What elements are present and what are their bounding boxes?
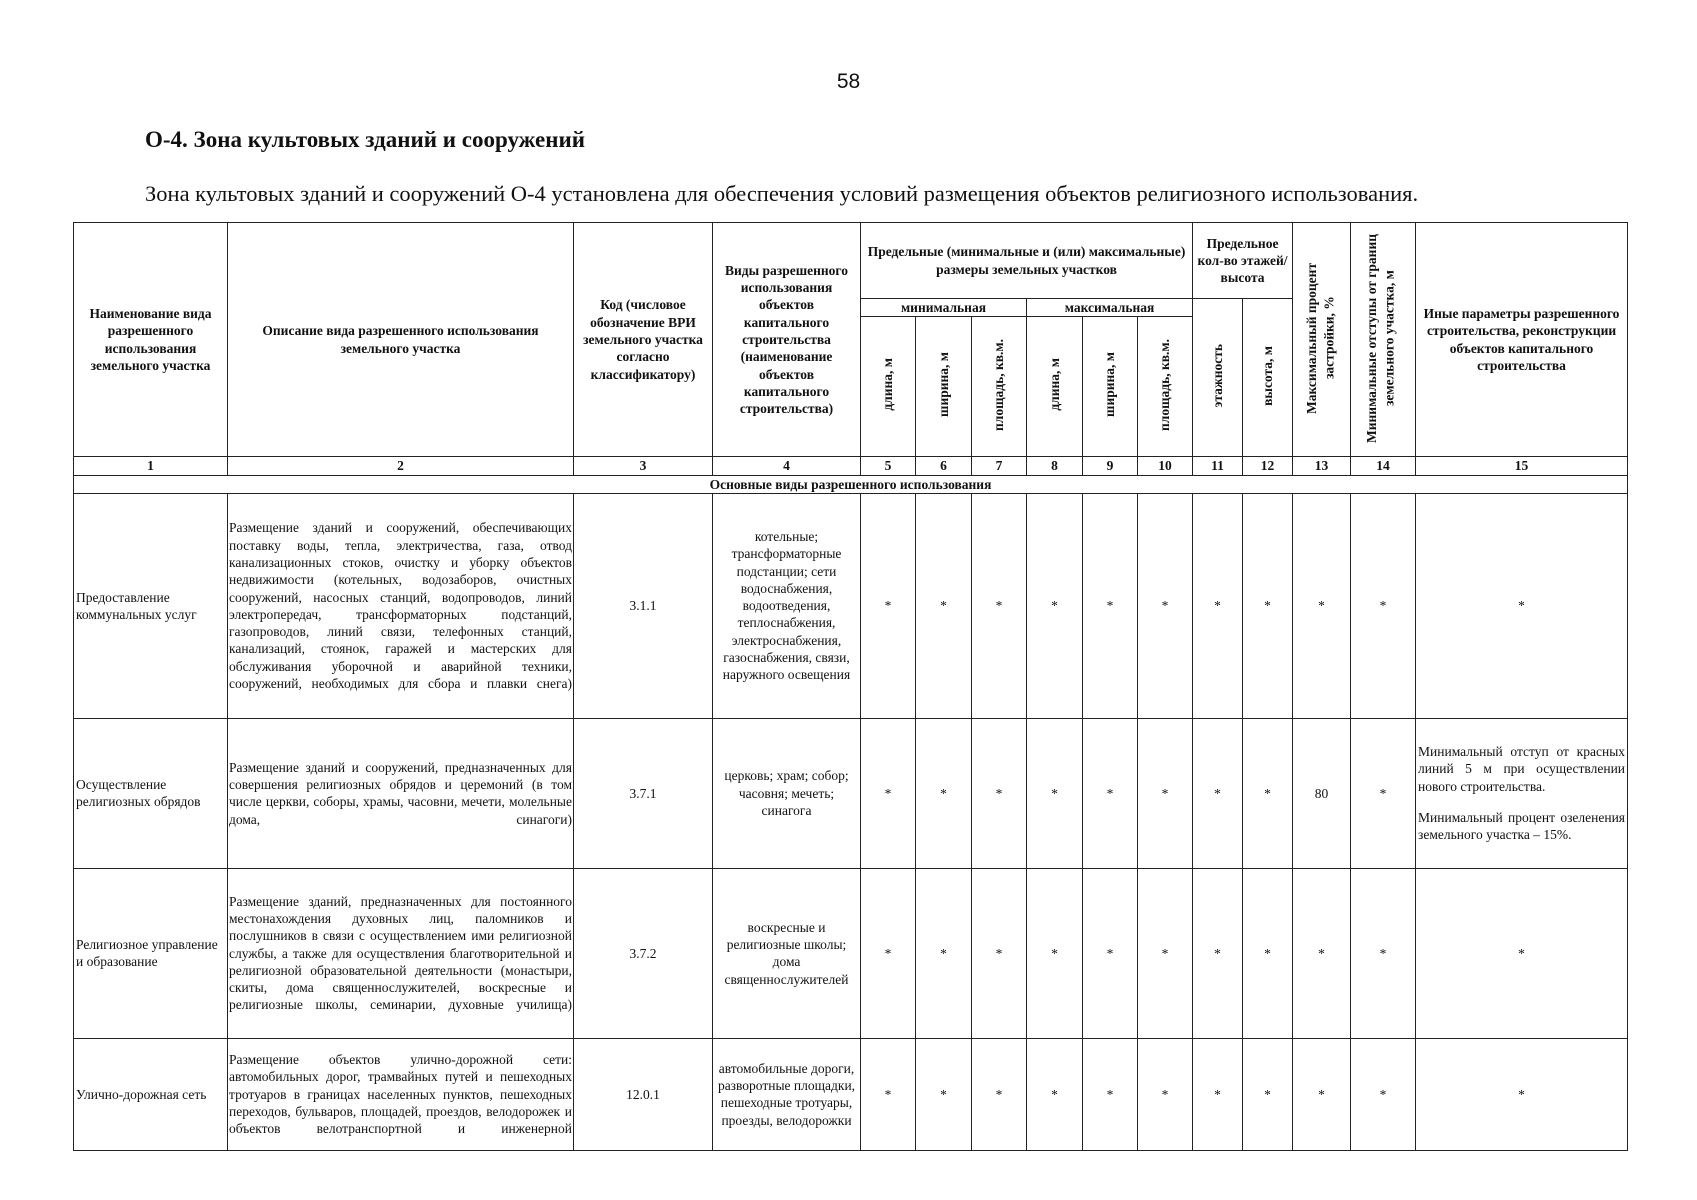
row-c8: *: [1027, 718, 1083, 868]
row-c14: *: [1351, 1038, 1416, 1150]
row-c11: *: [1193, 718, 1243, 868]
row-c8: *: [1027, 868, 1083, 1038]
header-description: Описание вида разрешенного использования земельного участка: [228, 223, 574, 457]
row-c6: *: [916, 493, 972, 718]
row-c14: *: [1351, 868, 1416, 1038]
row-c10: *: [1138, 718, 1193, 868]
row-name: Предоставление коммунальных услуг: [74, 493, 228, 718]
header-limits: Предельные (минимальные и (или) максимальные) размеры земельных участков: [861, 223, 1193, 299]
header-max: максимальная: [1027, 299, 1193, 317]
header-min-area: площадь, кв.м.: [972, 317, 1027, 457]
row-description: Размещение зданий и сооружений, предназначенных для совершения религиозных обрядов и церемоний (в том числе церкви, соборы, храмы, часовни, мечети, молельные дома, синагоги): [228, 718, 574, 868]
row-code: 3.7.1: [574, 718, 713, 868]
row-objects: котельные; трансформаторные подстанции; сети водоснабжения, водоотведения, теплоснабжения, электроснабжения, газоснабжения, связи, наружного освещения: [713, 493, 861, 718]
row-c5: *: [861, 493, 916, 718]
row-name: Осуществление религиозных обрядов: [74, 718, 228, 868]
row-other: [1416, 718, 1628, 868]
row-c7: *: [972, 493, 1027, 718]
row-c13: *: [1293, 493, 1351, 718]
column-number: 14: [1351, 457, 1416, 475]
intro-paragraph: Зона культовых зданий и сооружений О-4 установлена для обеспечения условий размещения объектов религиозного использования.: [145, 181, 1419, 206]
row-c11: *: [1193, 868, 1243, 1038]
row-c6: *: [916, 868, 972, 1038]
header-height: высота, м: [1243, 299, 1293, 457]
header-floors-group: Предельное кол-во этажей/ высота: [1193, 223, 1293, 299]
row-c12: *: [1243, 493, 1293, 718]
column-number: 10: [1138, 457, 1193, 475]
row-c8: *: [1027, 493, 1083, 718]
section-row: [74, 475, 1628, 493]
header-code: Код (числовое обозначение ВРИ земельного участка согласно классификатору): [574, 223, 713, 457]
column-number: 6: [916, 457, 972, 475]
header-max-area: площадь, кв.м.: [1138, 317, 1193, 457]
header-min-length: длина, м: [861, 317, 916, 457]
row-c14: *: [1351, 718, 1416, 868]
row-c13: *: [1293, 1038, 1351, 1150]
row-c12: *: [1243, 868, 1293, 1038]
section-title: О-4. Зона культовых зданий и сооружений: [145, 127, 585, 152]
header-min-width: ширина, м: [916, 317, 972, 457]
row-name: Улично-дорожная сеть: [74, 1038, 228, 1150]
row-c9: *: [1083, 718, 1138, 868]
row-objects: автомобильные дороги, разворотные площадки, пешеходные тротуары, проезды, велодорожки: [713, 1038, 861, 1150]
header-objects: Виды разрешенного использования объектов капитального строительства (наименование объектов капитального строительства): [713, 223, 861, 457]
row-c7: *: [972, 718, 1027, 868]
row-code: 3.7.2: [574, 868, 713, 1038]
column-number: 13: [1293, 457, 1351, 475]
row-name: Религиозное управление и образование: [74, 868, 228, 1038]
row-c7: *: [972, 1038, 1027, 1150]
row-code: 12.0.1: [574, 1038, 713, 1150]
column-number: 4: [713, 457, 861, 475]
row-description: Размещение объектов улично-дорожной сети: автомобильных дорог, трамвайных путей и пешеходных тротуаров в границах населенных пунктов, пешеходных переходов, бульваров, площадей, проездов, велодорожек и объектов велотранспортной и инженерной: [228, 1038, 574, 1150]
column-numbers-row: [74, 457, 1628, 475]
column-number: 11: [1193, 457, 1243, 475]
row-c6: *: [916, 1038, 972, 1150]
other-param-greening: Минимальный процент озеленения земельного участка – 15%.: [1418, 809, 1626, 843]
column-number: 9: [1083, 457, 1138, 475]
table-row: [74, 493, 1628, 718]
row-other: *: [1416, 868, 1628, 1038]
row-c10: *: [1138, 1038, 1193, 1150]
column-number: 1: [74, 457, 228, 475]
row-c5: *: [861, 1038, 916, 1150]
header-max-percent: Максимальный процент застройки, %: [1293, 223, 1351, 457]
row-c12: *: [1243, 1038, 1293, 1150]
table-row: [74, 868, 1628, 1038]
row-description: Размещение зданий, предназначенных для постоянного местонахождения духовных лиц, паломников и послушников в связи с осуществлением ими религиозной службы, а также для осуществления благотворительной и религиозной образовательной деятельности (монастыри, скиты, дома священнослужителей, воскресные и религиозные школы, семинарии, духовные училища): [228, 868, 574, 1038]
row-c11: *: [1193, 493, 1243, 718]
zoning-table: [73, 222, 1628, 1151]
section-heading: Основные виды разрешенного использования: [74, 475, 1628, 493]
row-c12: *: [1243, 718, 1293, 868]
header-min-setbacks: Минимальные отступы от границ земельного участка, м: [1351, 223, 1416, 457]
table-row: [74, 1038, 1628, 1150]
column-number: 15: [1416, 457, 1628, 475]
header-max-width: ширина, м: [1083, 317, 1138, 457]
column-number: 8: [1027, 457, 1083, 475]
row-c8: *: [1027, 1038, 1083, 1150]
row-c5: *: [861, 718, 916, 868]
other-param-setback: Минимальный отступ от красных линий 5 м при осуществлении нового строительства.: [1418, 744, 1626, 794]
header-other-params: Иные параметры разрешенного строительства, реконструкции объектов капитального строительства: [1416, 223, 1628, 457]
row-c14: *: [1351, 493, 1416, 718]
row-c9: *: [1083, 493, 1138, 718]
column-number: 12: [1243, 457, 1293, 475]
row-code: 3.1.1: [574, 493, 713, 718]
header-max-length: длина, м: [1027, 317, 1083, 457]
column-number: 2: [228, 457, 574, 475]
table-row: [74, 718, 1628, 868]
row-c13: *: [1293, 868, 1351, 1038]
row-objects: церковь; храм; собор; часовня; мечеть; синагога: [713, 718, 861, 868]
row-c10: *: [1138, 493, 1193, 718]
header-floors: этажность: [1193, 299, 1243, 457]
row-c7: *: [972, 868, 1027, 1038]
header-name: Наименование вида разрешенного использования земельного участка: [74, 223, 228, 457]
row-c13: 80: [1293, 718, 1351, 868]
row-c6: *: [916, 718, 972, 868]
header-min: минимальная: [861, 299, 1027, 317]
row-other: *: [1416, 1038, 1628, 1150]
column-number: 5: [861, 457, 916, 475]
row-c9: *: [1083, 868, 1138, 1038]
row-description: Размещение зданий и сооружений, обеспечивающих поставку воды, тепла, электричества, газа, отвод канализационных стоков, очистку и уборку объектов недвижимости (котельных, водозаборов, очистных сооружений, насосных станций, водопроводов, линий электропередач, трансформаторных подстанций, газопроводов, линий связи, телефонных станций, канализаций, стоянок, гаражей и мастерских для обслуживания уборочной и аварийной техники, сооружений, необходимых для сбора и плавки снега): [228, 493, 574, 718]
column-number: 7: [972, 457, 1027, 475]
page-number: 58: [836, 70, 861, 93]
column-number: 3: [574, 457, 713, 475]
row-c5: *: [861, 868, 916, 1038]
row-c11: *: [1193, 1038, 1243, 1150]
row-c9: *: [1083, 1038, 1138, 1150]
row-other: *: [1416, 493, 1628, 718]
row-objects: воскресные и религиозные школы; дома священнослужителей: [713, 868, 861, 1038]
row-c10: *: [1138, 868, 1193, 1038]
